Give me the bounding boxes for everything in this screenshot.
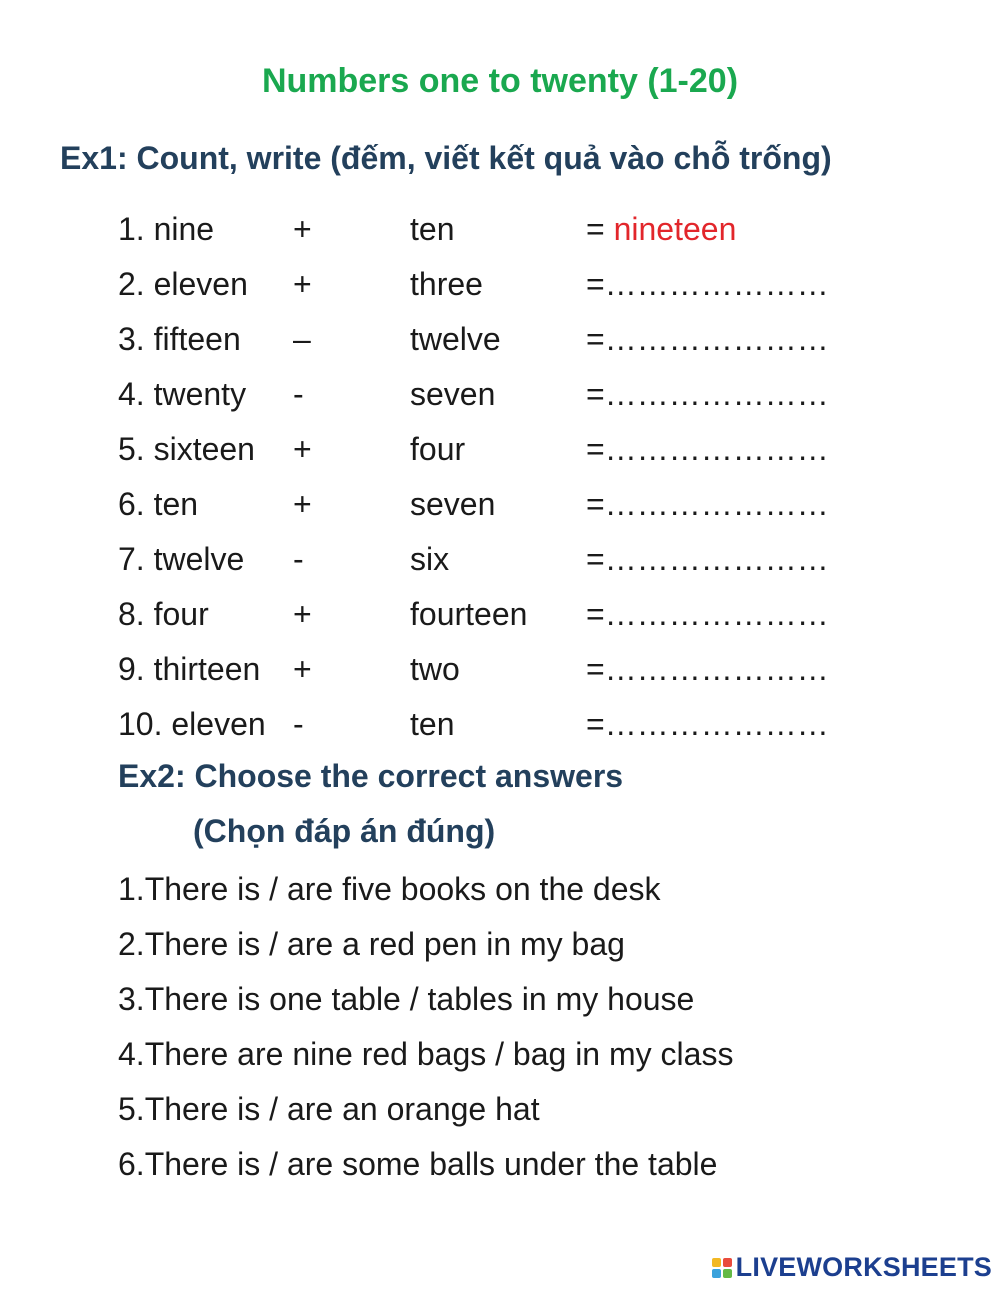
operator: + [293,486,312,522]
term-b: six [410,541,450,577]
answer-blank[interactable]: =………………… [586,596,829,632]
term-b: twelve [410,321,501,357]
choice-sentence[interactable]: 4.There are nine red bags / bag in my class [118,1036,734,1072]
answer-blank[interactable]: =………………… [586,706,829,742]
term-a: 4. twenty [118,376,247,412]
term-b: four [410,431,466,467]
operator: + [293,596,312,632]
answer-text: nineteen [613,211,737,247]
operator: + [293,651,312,687]
exercise-1-heading: Ex1: Count, write (đếm, viết kết quả vào chỗ trống) [60,140,832,176]
answer-blank[interactable]: =………………… [586,541,829,577]
term-b: ten [410,211,455,247]
answer-blank[interactable]: =………………… [586,486,829,522]
choice-sentence[interactable]: 6.There is / are some balls under the table [118,1146,718,1182]
term-a: 7. twelve [118,541,245,577]
choice-sentence[interactable]: 3.There is one table / tables in my house [118,981,695,1017]
operator: - [293,541,304,577]
exercise-2-heading: Ex2: Choose the correct answers [118,758,624,794]
equals: = [586,211,614,247]
liveworksheets-logo-icon [712,1258,732,1278]
term-b: seven [410,486,496,522]
term-b: two [410,651,460,687]
operator: - [293,706,304,742]
brand-name: LIVEWORKSHEETS [735,1252,992,1282]
choice-sentence[interactable]: 1.There is / are five books on the desk [118,871,661,907]
choice-sentence[interactable]: 2.There is / are a red pen in my bag [118,926,625,962]
term-a: 10. eleven [118,706,266,742]
term-a: 1. nine [118,211,215,247]
operator: + [293,211,312,247]
term-a: 6. ten [118,486,199,522]
answer-blank[interactable]: =………………… [586,321,829,357]
term-a: 8. four [118,596,209,632]
operator: + [293,266,312,302]
operator: + [293,431,312,467]
operator: - [293,376,304,412]
term-a: 2. eleven [118,266,248,302]
exercise-2-subheading: (Chọn đáp án đúng) [193,813,496,849]
exercise-2-sentences [118,866,733,1196]
answer-blank[interactable]: =………………… [586,651,829,687]
term-a: 9. thirteen [118,651,261,687]
page-title: Numbers one to twenty (1-20) [261,62,739,100]
operator: – [293,321,311,357]
choice-sentence[interactable]: 5.There is / are an orange hat [118,1091,540,1127]
term-a: 3. fifteen [118,321,241,357]
term-a: 5. sixteen [118,431,255,467]
liveworksheets-brand [712,1252,992,1283]
term-b: fourteen [410,596,528,632]
term-b: seven [410,376,496,412]
term-b: three [410,266,483,302]
answer-blank[interactable]: =………………… [586,431,829,467]
answer-blank[interactable]: =………………… [586,266,829,302]
answer-blank[interactable]: =………………… [586,376,829,412]
term-b: ten [410,706,455,742]
answer-blank[interactable] [586,206,736,252]
